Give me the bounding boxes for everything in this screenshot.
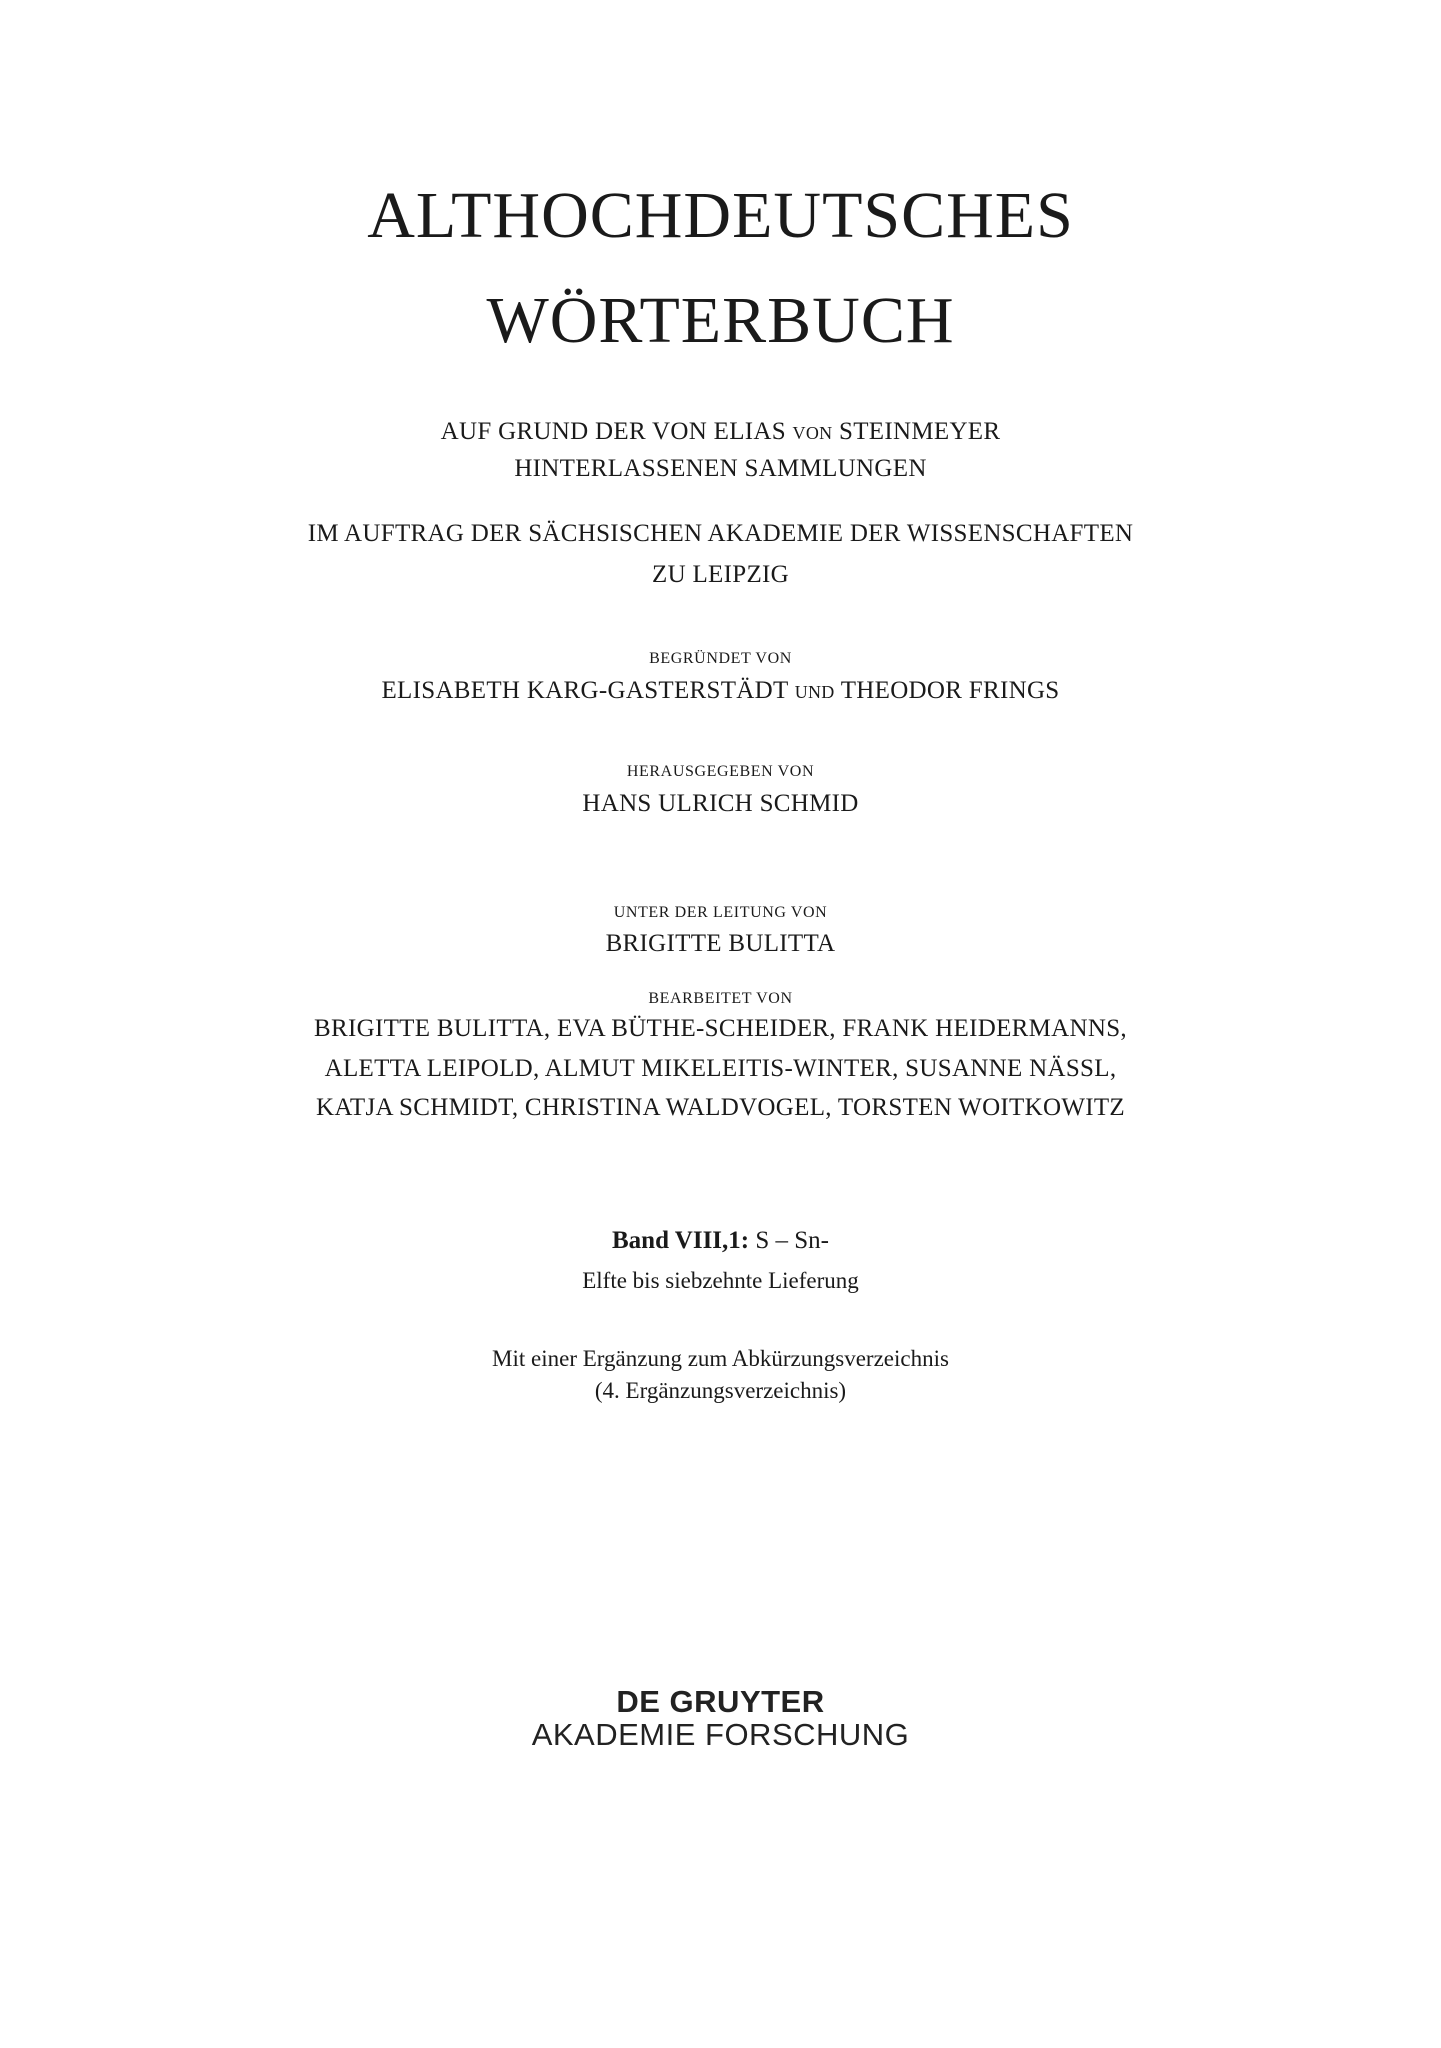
publisher-series: AKADEMIE FORSCHUNG bbox=[531, 1717, 910, 1752]
publisher-name: DE GRUYTER bbox=[616, 1684, 825, 1719]
auftrag-line-2: ZU LEIPZIG bbox=[652, 561, 789, 588]
supplement-line-2: (4. Ergänzungsverzeichnis) bbox=[594, 1378, 847, 1403]
title-line-2: WÖRTERBUCH bbox=[486, 284, 955, 357]
editor-label: HERAUSGEGEBEN VON bbox=[626, 763, 815, 780]
title-line-1: ALTHOCHDEUTSCHES bbox=[367, 179, 1074, 252]
supplement-line-1: Mit einer Ergänzung zum Abkürzungsverzeichnis bbox=[492, 1346, 949, 1371]
basis-von: VON bbox=[792, 423, 833, 443]
delivery-line: Elfte bis siebzehnte Lieferung bbox=[582, 1268, 859, 1293]
editor-name: HANS ULRICH SCHMID bbox=[582, 790, 859, 817]
auftrag-line-1: IM AUFTRAG DER SÄCHSISCHEN AKADEMIE DER WISSENSCHAFTEN bbox=[307, 520, 1134, 547]
director-name: BRIGITTE BULITTA bbox=[605, 930, 836, 957]
basis-text-a: AUF GRUND DER VON ELIAS bbox=[440, 418, 786, 445]
authors-line-1: BRIGITTE BULITTA, EVA BÜTHE-SCHEIDER, FRANK HEIDERMANNS, bbox=[314, 1015, 1127, 1042]
founder-b: THEODOR FRINGS bbox=[840, 677, 1060, 704]
authors-label: BEARBEITET VON bbox=[648, 990, 793, 1007]
founded-label: BEGRÜNDET VON bbox=[649, 650, 792, 667]
volume-label: Band VIII,1: bbox=[612, 1227, 750, 1254]
basis-line-2: HINTERLASSENEN SAMMLUNGEN bbox=[514, 455, 927, 482]
authors-line-2: ALETTA LEIPOLD, ALMUT MIKELEITIS-WINTER, SUSANNE NÄSSL, bbox=[324, 1055, 1117, 1082]
basis-text-b: STEINMEYER bbox=[839, 418, 1001, 445]
founders bbox=[0, 677, 1441, 705]
founder-a: ELISABETH KARG-GASTERSTÄDT bbox=[381, 677, 789, 704]
direction-label: UNTER DER LEITUNG VON bbox=[613, 904, 828, 921]
authors-line-3: KATJA SCHMIDT, CHRISTINA WALDVOGEL, TORSTEN WOITKOWITZ bbox=[316, 1094, 1125, 1121]
volume-range: S – Sn- bbox=[755, 1227, 829, 1254]
founders-und: UND bbox=[794, 682, 835, 702]
volume-line bbox=[0, 1227, 1441, 1255]
basis-line-1 bbox=[0, 418, 1441, 446]
